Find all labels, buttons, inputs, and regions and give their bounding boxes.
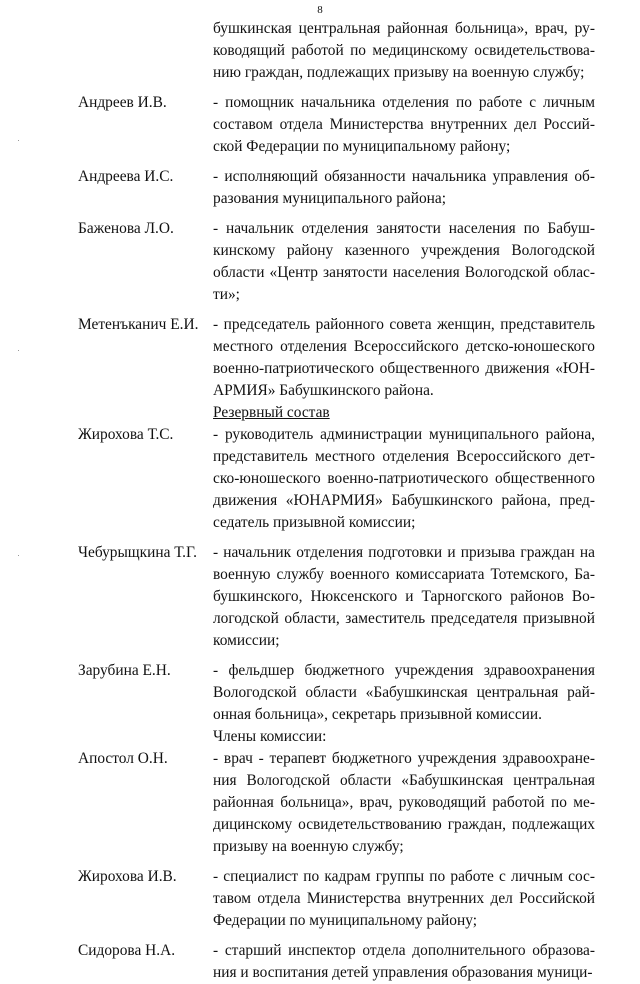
description-line: кинскому району казенного учреждения Вологодской — [213, 242, 595, 259]
list-entry — [78, 18, 598, 84]
description-line: военно-патриотического общественного движения «ЮН- — [213, 360, 595, 377]
description-line: движения «ЮНАРМИЯ» Бабушкинского района, пред- — [213, 492, 595, 509]
list-entry — [78, 748, 598, 858]
description-line: - помощник начальника отделения по работе с личным — [213, 94, 595, 111]
position-description — [213, 542, 595, 652]
description-line: составом отдела Министерства внутренних дел Россий- — [213, 116, 595, 133]
position-description — [213, 218, 595, 306]
description-line: дицинскому освидетельствованию граждан, подлежащих — [213, 816, 595, 833]
description-line: - врач - терапевт бюджетного учреждения здравоохране- — [213, 750, 595, 767]
position-description — [213, 866, 595, 932]
list-entry — [78, 92, 598, 158]
person-name: Зарубина Е.Н. — [78, 662, 171, 679]
description-line: ния Вологодской области «Бабушкинская центральная — [213, 772, 595, 789]
description-line: - специалист по кадрам группы по работе с личным сос- — [213, 868, 595, 885]
list-entry — [78, 866, 598, 932]
description-line: онная больница», секретарь призывной комиссии. — [213, 706, 542, 723]
description-line: - руководитель администрации муниципального района, — [213, 426, 595, 443]
document-body — [78, 18, 598, 984]
description-line: - начальник отделения подготовки и призыва граждан на — [213, 544, 595, 561]
position-description — [213, 18, 595, 84]
description-line: тавом отдела Министерства внутренних дел Российской — [213, 890, 595, 907]
list-entry — [78, 660, 598, 726]
description-line: бушкинского, Нюксенского и Тарногского районов Во- — [213, 588, 595, 605]
description-line: ния и воспитания детей управления образования муници- — [213, 964, 593, 981]
description-line: области «Центр занятости населения Вологодской облас- — [213, 264, 595, 281]
description-line: логодской области, заместитель председателя призывной — [213, 610, 595, 627]
description-line: представитель местного отделения Всероссийского дет- — [213, 448, 595, 465]
members-list — [78, 748, 598, 984]
description-line: районная больница», врач, руководящий работой по ме- — [213, 794, 595, 811]
list-entry — [78, 166, 598, 210]
description-line: Вологодской области «Бабушкинская центральная рай- — [213, 684, 595, 701]
scan-dot — [18, 140, 19, 141]
description-line: нию граждан, подлежащих призыву на военную службу; — [213, 64, 585, 81]
list-entry — [78, 314, 598, 402]
person-name: Сидорова Н.А. — [78, 942, 176, 959]
description-line: - исполняющий обязанности начальника управления об- — [213, 168, 595, 185]
description-line: - фельдшер бюджетного учреждения здравоохранения — [213, 662, 595, 679]
reserve-heading: Резервный состав — [213, 404, 330, 421]
description-line: - председатель районного совета женщин, представитель — [213, 316, 595, 333]
position-description — [213, 166, 595, 210]
person-name: Баженова Л.О. — [78, 220, 174, 237]
person-name: Метенъканич Е.И. — [78, 316, 199, 333]
description-line: ти»; — [213, 286, 240, 303]
description-line: - старший инспектор отдела дополнительного образова- — [213, 942, 595, 959]
description-line: разования муниципального района; — [213, 190, 446, 207]
description-line: местного отделения Всероссийского детско-юношеского — [213, 338, 595, 355]
position-description — [213, 940, 595, 984]
person-name: Андреев И.В. — [78, 94, 167, 111]
description-line: бушкинская центральная районная больница», врач, ру- — [213, 20, 595, 37]
position-description — [213, 314, 595, 402]
list-entry — [78, 940, 598, 984]
description-line: ководящий работой по медицинскому освидетельствова- — [213, 42, 595, 59]
description-line: АРМИЯ» Бабушкинского района. — [213, 382, 434, 399]
person-name: Жирохова Т.С. — [78, 426, 174, 443]
description-line: седатель призывной комиссии; — [213, 514, 416, 531]
person-name: Апостол О.Н. — [78, 750, 168, 767]
position-description — [213, 748, 595, 858]
description-line: комиссии; — [213, 632, 280, 649]
page-number: 8 — [317, 4, 323, 16]
description-line: ской Федерации по муниципальному району; — [213, 138, 511, 155]
reserve-list — [78, 424, 598, 726]
commission-list — [78, 18, 598, 402]
description-line: призыву на военную службу; — [213, 838, 404, 855]
members-heading: Члены комиссии: — [213, 728, 327, 745]
list-entry — [78, 218, 598, 306]
description-line: ско-юношеского военно-патриотического общественного — [213, 470, 595, 487]
scan-dot — [18, 555, 19, 556]
person-name: Чебурыщкина Т.Г. — [78, 544, 198, 561]
description-line: - начальник отделения занятости населения по Бабуш- — [213, 220, 595, 237]
scan-dot — [18, 350, 19, 351]
position-description — [213, 424, 595, 534]
list-entry — [78, 542, 598, 652]
description-line: военную службу военного комиссариата Тотемского, Ба- — [213, 566, 595, 583]
person-name: Андреева И.С. — [78, 168, 174, 185]
person-name — [78, 18, 213, 84]
position-description — [213, 92, 595, 158]
description-line: Федерации по муниципальному району; — [213, 912, 477, 929]
person-name: Жирохова И.В. — [78, 868, 177, 885]
list-entry — [78, 424, 598, 534]
position-description — [213, 660, 595, 726]
